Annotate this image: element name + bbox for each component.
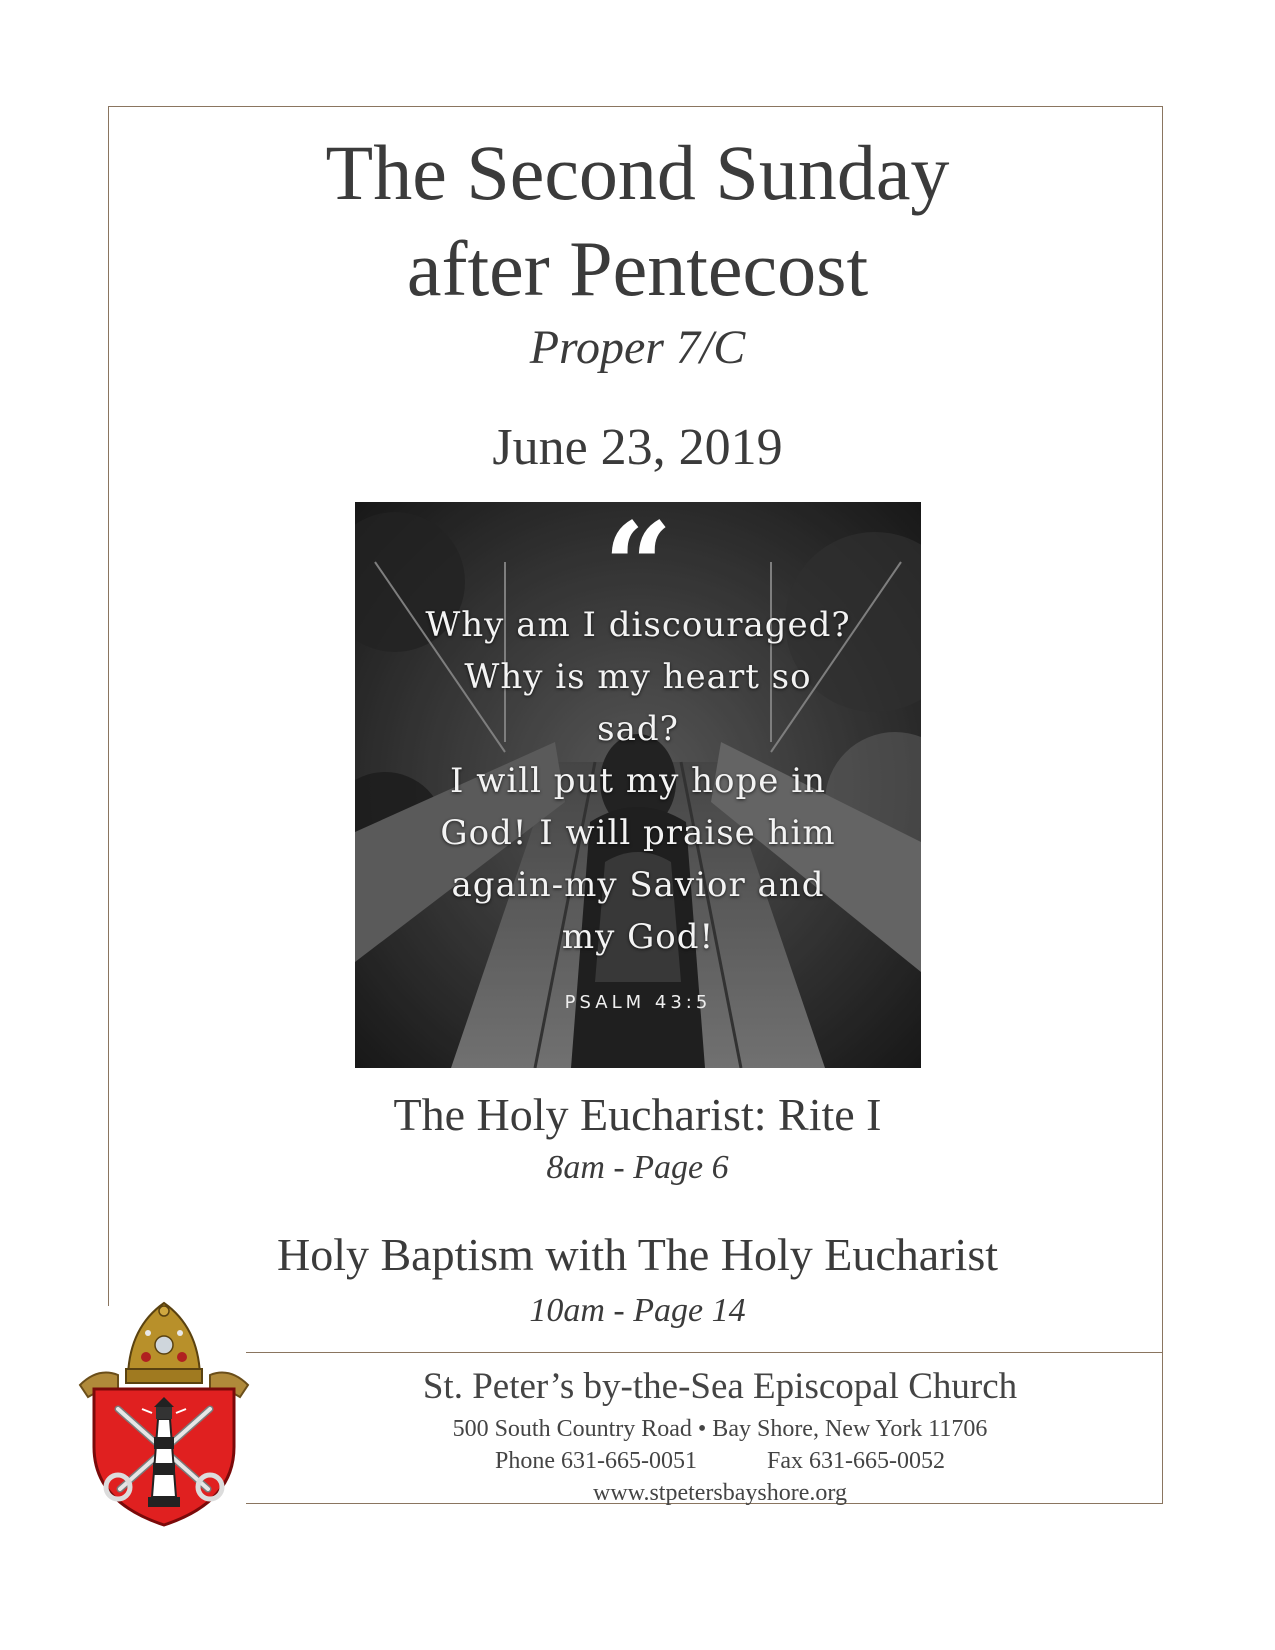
diocese-shield-logo	[78, 1297, 250, 1527]
quote-line: again-my Savior and	[451, 865, 825, 905]
scripture-image	[355, 502, 921, 1068]
page-title-line-1: The Second Sunday	[325, 129, 950, 216]
quote-line: sad?	[597, 709, 679, 749]
scripture-citation: PSALM 43:5	[564, 992, 712, 1013]
service-date: June 23, 2019	[492, 419, 783, 476]
service-name-baptism: Holy Baptism with The Holy Eucharist	[276, 1229, 999, 1280]
service-name-rite-1: The Holy Eucharist: Rite I	[393, 1089, 882, 1140]
contact-numbers	[330, 1446, 1110, 1476]
church-name: St. Peter’s by-the-Sea Episcopal Church	[422, 1366, 1018, 1407]
phone-number: Phone 631-665-0051	[495, 1448, 697, 1474]
quote-mark-icon: “	[603, 502, 673, 637]
quote-line: I will put my hope in	[450, 761, 826, 801]
quote-line: my God!	[561, 917, 715, 957]
quote-line: God! I will praise him	[440, 813, 836, 853]
proper-label: Proper 7/C	[529, 321, 746, 374]
frame-top	[108, 106, 1163, 107]
quote-line: Why is my heart so	[464, 657, 812, 697]
service-time-rite-1: 8am - Page 6	[546, 1149, 729, 1186]
quote-line: Why am I discouraged?	[425, 605, 851, 645]
church-website[interactable]: www.stpetersbayshore.org	[593, 1480, 847, 1506]
church-address: 500 South Country Road • Bay Shore, New York 11706	[452, 1416, 988, 1442]
page-title-line-2: after Pentecost	[406, 225, 869, 312]
fax-number: Fax 631-665-0052	[767, 1448, 945, 1474]
service-time-baptism: 10am - Page 14	[529, 1292, 746, 1329]
footer-divider-top	[246, 1352, 1163, 1353]
